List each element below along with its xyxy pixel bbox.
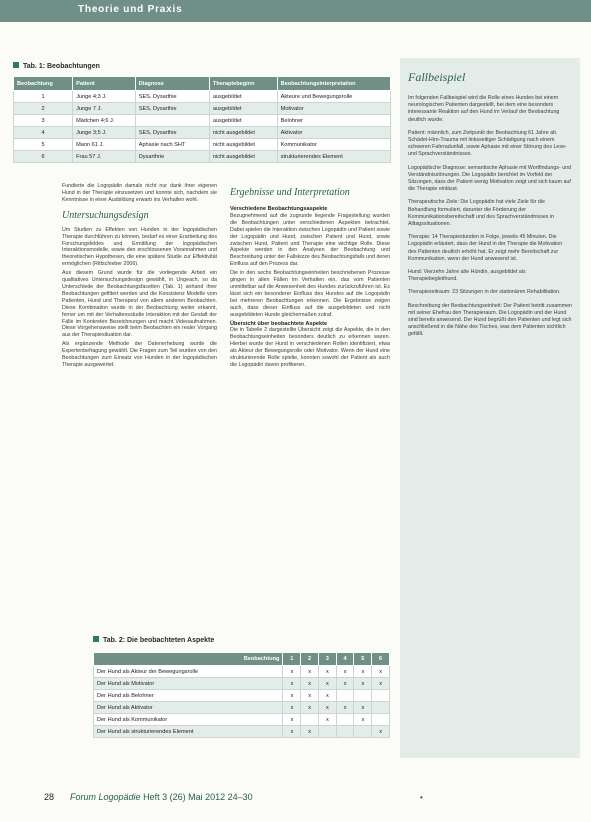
sidebar-paragraph: Therapiezeitraum: 23 Sitzungen in der stationären Rehabilitation. bbox=[408, 289, 561, 296]
subheading: Übersicht über beobachtete Aspekte bbox=[230, 320, 328, 327]
table-row bbox=[94, 726, 390, 738]
bullet-square-icon bbox=[93, 636, 99, 642]
table-header-cell: 5 bbox=[354, 653, 372, 666]
section-title: Theorie und Praxis bbox=[78, 4, 183, 15]
table-cell bbox=[372, 714, 390, 726]
table-cell: x bbox=[301, 690, 319, 702]
middle-column bbox=[230, 206, 390, 371]
table-cell: nicht ausgebildet bbox=[209, 139, 277, 151]
table-cell: x bbox=[318, 690, 336, 702]
table-row bbox=[94, 702, 390, 714]
table-cell bbox=[301, 714, 319, 726]
table-cell: x bbox=[372, 678, 390, 690]
table-row bbox=[94, 666, 390, 678]
table-cell: Kommunikator bbox=[277, 139, 390, 151]
table-cell: x bbox=[354, 702, 372, 714]
table-cell: 1 bbox=[14, 91, 73, 103]
table-row bbox=[14, 127, 391, 139]
observations-table bbox=[13, 76, 391, 163]
table-row bbox=[14, 91, 391, 103]
sidebar-body bbox=[408, 95, 572, 339]
table-cell bbox=[354, 690, 372, 702]
table-cell: Der Hund als Motivator bbox=[94, 678, 283, 690]
running-header bbox=[0, 0, 591, 22]
paragraph: Als ergänzende Methode der Datenerhebung wurde die Expertenbefragung gewählt. Die Fragen zum Teil wurden von den Beobachtungen zum Einsatz von Hunden in der logopädischen Therapie ausgewertet. bbox=[62, 341, 217, 368]
table-cell: x bbox=[336, 678, 354, 690]
sidebar-paragraph: Patient: männlich, zum Zeitpunkt der Beobachtung 61 Jahre alt. Schädel-Hirn-Trauma mit linksseitiger Schädigung nach einem schweren Fahrradunfall, sowie Aphasie mit einer Störung des Lese- und Sprachverständnisses. bbox=[408, 129, 567, 158]
table-cell: x bbox=[318, 666, 336, 678]
table-cell: Mädchen 4;6 J. bbox=[73, 115, 136, 127]
table-cell: x bbox=[372, 666, 390, 678]
table-cell bbox=[372, 690, 390, 702]
table-cell: x bbox=[283, 714, 301, 726]
paragraph: Um Studien zu Effekten von Hunden in der logopädischen Therapie durchführen zu können, bedarf es einer Erarbeitung des Forschungsfeldes und Ermittlung der logopädischen Interaktionsmodelle, sowie den erschlossenen Vorannahmen und theoretischen Hypothesen, die eine spätere Studie zur Effektivität ermöglichen (Rittschieber 2006). bbox=[62, 226, 217, 268]
table-cell: 5 bbox=[14, 139, 73, 151]
table-cell: Der Hund als Akteur der Bewegungsrolle bbox=[94, 666, 283, 678]
table-cell: Aktivator bbox=[277, 127, 390, 139]
table-header-cell: 4 bbox=[336, 653, 354, 666]
table-cell: x bbox=[283, 726, 301, 738]
table-cell: x bbox=[318, 678, 336, 690]
table-header-cell: Therapiebeginn bbox=[209, 77, 277, 91]
table-cell: nicht ausgebildet bbox=[209, 127, 277, 139]
table-cell: x bbox=[354, 678, 372, 690]
table-header-cell: Beobachtungsinterpretation bbox=[277, 77, 390, 91]
table-cell: x bbox=[283, 678, 301, 690]
table-cell: x bbox=[301, 702, 319, 714]
table-cell: x bbox=[354, 666, 372, 678]
table-cell: 3 bbox=[14, 115, 73, 127]
journal-reference: Forum Logopädie Heft 3 (26) Mai 2012 24–30 bbox=[70, 792, 253, 802]
table-cell bbox=[336, 690, 354, 702]
table-cell: Der Hund als Kommunikator bbox=[94, 714, 283, 726]
table-header-cell: 6 bbox=[372, 653, 390, 666]
intro-paragraph: Fundierte die Logopädin damals nicht nur dank ihrer eigenen Hund in der Therapie einzusetzen und konnte sich, nachdem sie Kenntnisse in einer Ausbildung erwarb ins Verhalten wohl. bbox=[62, 183, 217, 203]
table-cell: 6 bbox=[14, 151, 73, 163]
paragraph: Aus diesem Grund wurde für die vorliegende Arbeit ein qualitatives Untersuchungsdesign gewählt, in Ungeach, so da Unterschiede der Beobachtungsfacetten (Tab. 1) anhand ihrer Beobachtungen gefiltert werden und die Konsistenz Modelle vom Patienten, Hund und Therapeut von allem anderen Beobachten. Diese Kombination wurde in der Beobachtung weiter erkannt, ferner um mit der Verhaltensstudie Interaktion mit der Gestalt der Fälle im Konkreten Bezeichnungen und macht Videoaufnahmen. Diese Vorgehensweise stellt beim Beobachten ein realer Vorgang aus der Therapiesituation dar. bbox=[62, 270, 217, 339]
table-cell: Der Hund als Belohner bbox=[94, 690, 283, 702]
table-cell: x bbox=[318, 702, 336, 714]
table-cell: Junge 3;5 J. bbox=[73, 127, 136, 139]
table-cell: x bbox=[283, 690, 301, 702]
table-row bbox=[94, 690, 390, 702]
table-header-cell: 3 bbox=[318, 653, 336, 666]
sidebar-paragraph: Im folgenden Fallbeispiel wird die Rolle eines Hundes bei einem neurologischen Patienten dargestellt, bei dem eine besonders interessante Reaktion auf den Hund im Verlauf der Beobachtung deutlich wurde. bbox=[408, 95, 560, 123]
table-cell: strukturierendes Element bbox=[277, 151, 390, 163]
table-cell: Der Hund als strukturierendes Element bbox=[94, 726, 283, 738]
table-cell bbox=[135, 115, 209, 127]
table-cell: Motivator bbox=[277, 103, 390, 115]
table2-label: Tab. 2: Die beobachteten Aspekte bbox=[93, 636, 214, 644]
table-row bbox=[14, 103, 391, 115]
table-cell bbox=[318, 726, 336, 738]
table-cell: Dysarthrie bbox=[135, 151, 209, 163]
paragraph: Die in den sechs Beobachtungseinheiten beschriebenen Prozesse gingen in allen Fällen im Verhalten ein, das vom Patienten unmittelbar auf die Anwesenheit des Hundes zurückzuführen ist. Es lässt sich ein besonderer Einfluss des Hundes auf die Logopädin bei mehreren Beobachtungen erkennen. Die Ergebnisse zeigen auch, dass dieser Einfluss auf die ausgebildeten und nicht ausgebildeten Hunde gleichermaßen zutraf. bbox=[230, 270, 390, 318]
table-cell bbox=[354, 726, 372, 738]
table-row bbox=[14, 139, 391, 151]
table-cell: Frau 57 J. bbox=[73, 151, 136, 163]
table-cell: x bbox=[354, 714, 372, 726]
table-cell bbox=[336, 714, 354, 726]
page-footer bbox=[0, 792, 591, 806]
table-header-cell: Patient bbox=[73, 77, 136, 91]
table-cell: Der Hund als Aktivator bbox=[94, 702, 283, 714]
table-cell bbox=[336, 726, 354, 738]
table-cell: SES, Dysarthie bbox=[135, 91, 209, 103]
sidebar-paragraph: Therapie: 14 Therapiestunden in Folge, jeweils 45 Minuten. Die Logopädin erläutert, dass der Hund in der Therapie die Motivation des Patienten deutlich erhöht hat. Er zeigt mehr Bereitschaft zur Kommunikation, wenn der Hund anwesend ist. bbox=[408, 234, 563, 262]
table-row bbox=[94, 678, 390, 690]
paragraph: Bezugnehmend auf die zugrunde liegende Fragestellung wurden die Beobachtungen unter verschiedenen Aspekten betrachtet. Dabei spielen die Interaktion zwischen Logopädin und Patient sowie der Logopädin und Hund, zwischen Patient und Hund, sowie zwischen Hund, Patient und Therapie eine wichtige Rolle. Diese Aspekte werden in den Analysen der Beobachtung und Beschreibung unter der Fallskizze des Beobachtungsfalls und deren Einfluss auf den Prozess dar. bbox=[230, 212, 390, 268]
table-cell: ausgebildet bbox=[209, 91, 277, 103]
table1-label: Tab. 1: Beobachtungen bbox=[13, 62, 100, 70]
subheading: Verschiedene Beobachtungsaspekte bbox=[230, 206, 328, 212]
table-cell bbox=[372, 702, 390, 714]
table-cell: Junge 4;3 J. bbox=[73, 91, 136, 103]
table-header-cell: 2 bbox=[301, 653, 319, 666]
section-heading-design: Untersuchungsdesign bbox=[62, 209, 149, 221]
left-column bbox=[62, 183, 217, 371]
table-cell: x bbox=[372, 726, 390, 738]
bullet-square-icon bbox=[13, 62, 19, 68]
table-row bbox=[14, 151, 391, 163]
table-cell: 2 bbox=[14, 103, 73, 115]
sidebar-paragraph: Therapeutische Ziele: Die Logopädin hat viele Ziele für die Behandlung formuliert, darunter die Förderung der Kommunikationsbereitschaft und des Sprachverständnisses in Alltagssituationen. bbox=[408, 199, 555, 228]
table-cell: x bbox=[336, 702, 354, 714]
case-study-sidebar bbox=[400, 58, 580, 758]
table-cell: Junge 7 J. bbox=[73, 103, 136, 115]
table-cell: x bbox=[301, 678, 319, 690]
table-cell: Belohner bbox=[277, 115, 390, 127]
table-cell: ausgebildet bbox=[209, 103, 277, 115]
table-cell: x bbox=[283, 702, 301, 714]
table-cell: SES, Dysarthie bbox=[135, 103, 209, 115]
table-cell: Akteure und Bewegungsrolle bbox=[277, 91, 390, 103]
page-number: 28 bbox=[44, 792, 55, 802]
table-cell: nicht ausgebildet bbox=[209, 151, 277, 163]
table-cell: SES, Dysarthie bbox=[135, 127, 209, 139]
table-cell: ausgebildet bbox=[209, 115, 277, 127]
sidebar-paragraph: Hund: Vierzehn Jahre alte Hündin, ausgebildet als Therapiebegleithund. bbox=[408, 269, 526, 283]
footer-dot: • bbox=[420, 793, 423, 802]
sidebar-title: Fallbeispiel bbox=[408, 70, 466, 84]
aspects-table bbox=[93, 652, 390, 738]
sidebar-paragraph: Logopädische Diagnose: semantische Aphasie mit Wortfindungs- und Verständnisstörungen. Die Logopädin berichtet im Vorfeld der Sitzungen, dass der Patient wenig Motivation zeigt und sich kaum auf die Therapie einlässt. bbox=[408, 164, 572, 193]
table-cell: Aphasie nach SHT bbox=[135, 139, 209, 151]
table-cell: x bbox=[336, 666, 354, 678]
sidebar-paragraph: Beschreibung der Beobachtungseinheit: Der Patient betritt zusammen mit seiner Ehefrau den Therapieraum. Die Logopädin und der Hund sind bereits anwesend. Der Hund begrüßt den Patienten und legt sich anschließend in die Nähe des Tisches, was dem Patienten sichtlich gefällt. bbox=[408, 302, 573, 338]
table-cell: x bbox=[301, 666, 319, 678]
table-header-cell: Beobachtung bbox=[14, 77, 73, 91]
table-header-cell: Diagnose bbox=[135, 77, 209, 91]
table-cell: x bbox=[301, 726, 319, 738]
paragraph: Die in Tabelle 2 dargestellte Übersicht zeigt die Aspekte, die in den Beobachtungseinheiten besonders deutlich zu erkennen waren. Hierbei wurde der Hund in verschiedenen Rollen identifiziert, etwa als Akteur der Bewegungsrolle oder Motivator. Wenn der Hund eine strukturierende Rolle spielte, konnten sowohl der Patient als auch die Logopädin davon profitieren. bbox=[230, 327, 390, 368]
table-cell: x bbox=[283, 666, 301, 678]
table-row bbox=[94, 714, 390, 726]
table-header-cell: 1 bbox=[283, 653, 301, 666]
table-cell: Mann 61 J. bbox=[73, 139, 136, 151]
table-header-cell: Beobachtung bbox=[94, 653, 283, 666]
table-row bbox=[14, 115, 391, 127]
table-cell: 4 bbox=[14, 127, 73, 139]
table-cell: x bbox=[318, 714, 336, 726]
section-heading-results: Ergebnisse und Interpretation bbox=[230, 187, 350, 198]
